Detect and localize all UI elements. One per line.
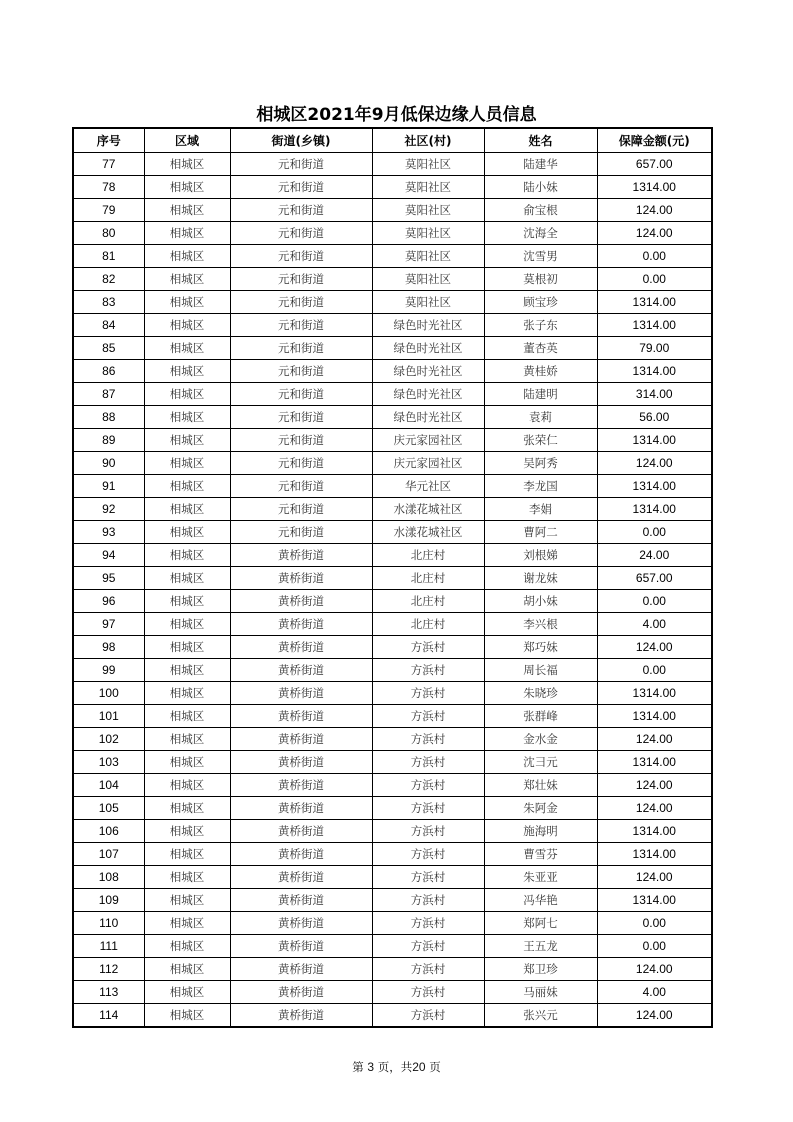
cell-street: 元和街道	[230, 153, 372, 176]
cell-community: 绿色时光社区	[372, 360, 484, 383]
cell-street: 元和街道	[230, 475, 372, 498]
cell-district: 相城区	[144, 360, 230, 383]
table-row	[73, 958, 712, 981]
table-row	[73, 360, 712, 383]
cell-district: 相城区	[144, 245, 230, 268]
table-row	[73, 268, 712, 291]
table-row	[73, 659, 712, 682]
cell-amount: 0.00	[597, 935, 712, 958]
column-header-amount: 保障金额(元)	[597, 128, 712, 153]
cell-amount: 4.00	[597, 981, 712, 1004]
cell-index: 105	[73, 797, 144, 820]
cell-amount: 0.00	[597, 521, 712, 544]
cell-name: 李龙国	[484, 475, 597, 498]
table-row	[73, 912, 712, 935]
column-header-index: 序号	[73, 128, 144, 153]
cell-district: 相城区	[144, 475, 230, 498]
cell-index: 99	[73, 659, 144, 682]
cell-district: 相城区	[144, 176, 230, 199]
table-row	[73, 820, 712, 843]
cell-index: 112	[73, 958, 144, 981]
cell-amount: 0.00	[597, 245, 712, 268]
cell-district: 相城区	[144, 291, 230, 314]
cell-name: 谢龙妹	[484, 567, 597, 590]
cell-amount: 1314.00	[597, 751, 712, 774]
cell-district: 相城区	[144, 337, 230, 360]
cell-name: 郑阿七	[484, 912, 597, 935]
table-row	[73, 452, 712, 475]
table-row	[73, 314, 712, 337]
table-header-row	[73, 128, 712, 153]
cell-amount: 79.00	[597, 337, 712, 360]
table-row	[73, 843, 712, 866]
cell-street: 黄桥街道	[230, 613, 372, 636]
cell-district: 相城区	[144, 452, 230, 475]
cell-amount: 124.00	[597, 797, 712, 820]
cell-community: 莫阳社区	[372, 268, 484, 291]
table-row	[73, 981, 712, 1004]
cell-community: 庆元家园社区	[372, 429, 484, 452]
table-row	[73, 866, 712, 889]
cell-name: 刘根娣	[484, 544, 597, 567]
cell-name: 金水金	[484, 728, 597, 751]
cell-street: 黄桥街道	[230, 843, 372, 866]
cell-index: 111	[73, 935, 144, 958]
table-row	[73, 889, 712, 912]
cell-name: 莫根初	[484, 268, 597, 291]
table-row	[73, 774, 712, 797]
cell-district: 相城区	[144, 682, 230, 705]
table-row	[73, 728, 712, 751]
table-row	[73, 613, 712, 636]
cell-district: 相城区	[144, 222, 230, 245]
cell-street: 黄桥街道	[230, 705, 372, 728]
cell-community: 莫阳社区	[372, 153, 484, 176]
cell-name: 顾宝珍	[484, 291, 597, 314]
total-pages-number: 20	[412, 1060, 426, 1074]
cell-name: 沈雪男	[484, 245, 597, 268]
cell-index: 103	[73, 751, 144, 774]
cell-community: 北庄村	[372, 544, 484, 567]
cell-name: 张群峰	[484, 705, 597, 728]
table-row	[73, 222, 712, 245]
cell-amount: 1314.00	[597, 475, 712, 498]
cell-amount: 124.00	[597, 728, 712, 751]
cell-street: 黄桥街道	[230, 820, 372, 843]
cell-index: 90	[73, 452, 144, 475]
table-row	[73, 705, 712, 728]
cell-amount: 1314.00	[597, 429, 712, 452]
cell-name: 曹阿二	[484, 521, 597, 544]
cell-community: 莫阳社区	[372, 176, 484, 199]
cell-community: 北庄村	[372, 590, 484, 613]
cell-name: 陆小妹	[484, 176, 597, 199]
cell-district: 相城区	[144, 199, 230, 222]
cell-amount: 124.00	[597, 199, 712, 222]
cell-street: 元和街道	[230, 429, 372, 452]
cell-amount: 124.00	[597, 958, 712, 981]
cell-name: 郑巧妹	[484, 636, 597, 659]
table-row	[73, 153, 712, 176]
cell-index: 100	[73, 682, 144, 705]
table-row	[73, 245, 712, 268]
document-title: 相城区2021年9月低保边缘人员信息	[256, 105, 537, 125]
cell-index: 87	[73, 383, 144, 406]
cell-index: 114	[73, 1004, 144, 1028]
cell-name: 朱阿金	[484, 797, 597, 820]
table-row	[73, 590, 712, 613]
cell-amount: 1314.00	[597, 314, 712, 337]
cell-street: 黄桥街道	[230, 774, 372, 797]
cell-amount: 124.00	[597, 636, 712, 659]
cell-street: 黄桥街道	[230, 912, 372, 935]
cell-index: 98	[73, 636, 144, 659]
cell-street: 元和街道	[230, 521, 372, 544]
cell-amount: 1314.00	[597, 682, 712, 705]
cell-amount: 657.00	[597, 567, 712, 590]
table-row	[73, 682, 712, 705]
footer-suffix: 页	[429, 1060, 441, 1074]
cell-district: 相城区	[144, 567, 230, 590]
cell-district: 相城区	[144, 153, 230, 176]
cell-amount: 1314.00	[597, 360, 712, 383]
cell-index: 96	[73, 590, 144, 613]
cell-amount: 1314.00	[597, 843, 712, 866]
cell-community: 方浜村	[372, 935, 484, 958]
cell-street: 元和街道	[230, 406, 372, 429]
cell-district: 相城区	[144, 383, 230, 406]
cell-index: 110	[73, 912, 144, 935]
cell-district: 相城区	[144, 705, 230, 728]
cell-index: 108	[73, 866, 144, 889]
cell-district: 相城区	[144, 544, 230, 567]
page-footer	[0, 1059, 793, 1075]
cell-amount: 0.00	[597, 912, 712, 935]
cell-street: 黄桥街道	[230, 1004, 372, 1028]
cell-amount: 0.00	[597, 590, 712, 613]
footer-middle: 页，共	[377, 1060, 413, 1074]
cell-community: 绿色时光社区	[372, 383, 484, 406]
cell-name: 袁莉	[484, 406, 597, 429]
table-row	[73, 636, 712, 659]
cell-index: 85	[73, 337, 144, 360]
cell-district: 相城区	[144, 314, 230, 337]
cell-name: 吴阿秀	[484, 452, 597, 475]
cell-street: 元和街道	[230, 245, 372, 268]
cell-community: 方浜村	[372, 797, 484, 820]
table-row	[73, 544, 712, 567]
cell-community: 莫阳社区	[372, 245, 484, 268]
cell-community: 方浜村	[372, 820, 484, 843]
table-row	[73, 567, 712, 590]
cell-amount: 1314.00	[597, 176, 712, 199]
table-row	[73, 291, 712, 314]
cell-street: 元和街道	[230, 268, 372, 291]
cell-district: 相城区	[144, 981, 230, 1004]
cell-street: 黄桥街道	[230, 590, 372, 613]
cell-index: 83	[73, 291, 144, 314]
cell-index: 107	[73, 843, 144, 866]
cell-community: 庆元家园社区	[372, 452, 484, 475]
cell-street: 元和街道	[230, 176, 372, 199]
cell-name: 黄桂娇	[484, 360, 597, 383]
cell-district: 相城区	[144, 889, 230, 912]
cell-index: 102	[73, 728, 144, 751]
cell-amount: 1314.00	[597, 498, 712, 521]
cell-name: 周长福	[484, 659, 597, 682]
cell-index: 113	[73, 981, 144, 1004]
cell-amount: 657.00	[597, 153, 712, 176]
cell-district: 相城区	[144, 935, 230, 958]
cell-amount: 124.00	[597, 866, 712, 889]
cell-index: 106	[73, 820, 144, 843]
cell-community: 方浜村	[372, 843, 484, 866]
cell-street: 黄桥街道	[230, 889, 372, 912]
cell-index: 93	[73, 521, 144, 544]
cell-district: 相城区	[144, 843, 230, 866]
cell-name: 沈海全	[484, 222, 597, 245]
cell-name: 张子东	[484, 314, 597, 337]
cell-street: 黄桥街道	[230, 981, 372, 1004]
cell-index: 94	[73, 544, 144, 567]
cell-district: 相城区	[144, 797, 230, 820]
cell-index: 82	[73, 268, 144, 291]
column-header-district: 区域	[144, 128, 230, 153]
cell-amount: 314.00	[597, 383, 712, 406]
cell-amount: 1314.00	[597, 889, 712, 912]
table-row	[73, 475, 712, 498]
cell-street: 元和街道	[230, 222, 372, 245]
cell-district: 相城区	[144, 728, 230, 751]
cell-name: 郑壮妹	[484, 774, 597, 797]
cell-street: 元和街道	[230, 291, 372, 314]
cell-street: 元和街道	[230, 360, 372, 383]
cell-district: 相城区	[144, 406, 230, 429]
cell-street: 元和街道	[230, 314, 372, 337]
cell-street: 元和街道	[230, 498, 372, 521]
table-body	[73, 153, 712, 1028]
cell-name: 陆建明	[484, 383, 597, 406]
table-row	[73, 797, 712, 820]
cell-street: 黄桥街道	[230, 682, 372, 705]
cell-street: 黄桥街道	[230, 866, 372, 889]
cell-amount: 124.00	[597, 222, 712, 245]
cell-amount: 0.00	[597, 268, 712, 291]
cell-district: 相城区	[144, 590, 230, 613]
cell-index: 95	[73, 567, 144, 590]
cell-community: 方浜村	[372, 1004, 484, 1028]
cell-name: 董杏英	[484, 337, 597, 360]
table-row	[73, 1004, 712, 1028]
cell-street: 元和街道	[230, 383, 372, 406]
cell-community: 方浜村	[372, 981, 484, 1004]
cell-name: 胡小妹	[484, 590, 597, 613]
cell-community: 方浜村	[372, 958, 484, 981]
cell-name: 李兴根	[484, 613, 597, 636]
cell-community: 北庄村	[372, 613, 484, 636]
cell-index: 92	[73, 498, 144, 521]
cell-name: 俞宝根	[484, 199, 597, 222]
cell-community: 莫阳社区	[372, 199, 484, 222]
cell-district: 相城区	[144, 636, 230, 659]
cell-name: 陆建华	[484, 153, 597, 176]
cell-community: 方浜村	[372, 912, 484, 935]
cell-amount: 1314.00	[597, 291, 712, 314]
cell-amount: 4.00	[597, 613, 712, 636]
cell-index: 104	[73, 774, 144, 797]
cell-community: 莫阳社区	[372, 291, 484, 314]
cell-name: 张兴元	[484, 1004, 597, 1028]
cell-street: 黄桥街道	[230, 567, 372, 590]
cell-street: 黄桥街道	[230, 958, 372, 981]
cell-community: 水漾花城社区	[372, 521, 484, 544]
cell-amount: 124.00	[597, 452, 712, 475]
cell-community: 绿色时光社区	[372, 406, 484, 429]
cell-district: 相城区	[144, 751, 230, 774]
cell-amount: 124.00	[597, 774, 712, 797]
table-row	[73, 176, 712, 199]
cell-community: 绿色时光社区	[372, 314, 484, 337]
cell-street: 黄桥街道	[230, 636, 372, 659]
cell-index: 80	[73, 222, 144, 245]
cell-index: 84	[73, 314, 144, 337]
cell-index: 97	[73, 613, 144, 636]
cell-district: 相城区	[144, 429, 230, 452]
cell-community: 方浜村	[372, 774, 484, 797]
column-header-street: 街道(乡镇)	[230, 128, 372, 153]
cell-community: 绿色时光社区	[372, 337, 484, 360]
cell-amount: 1314.00	[597, 705, 712, 728]
cell-community: 华元社区	[372, 475, 484, 498]
cell-district: 相城区	[144, 820, 230, 843]
cell-community: 方浜村	[372, 751, 484, 774]
cell-district: 相城区	[144, 866, 230, 889]
cell-amount: 124.00	[597, 1004, 712, 1028]
cell-index: 88	[73, 406, 144, 429]
cell-name: 曹雪芬	[484, 843, 597, 866]
cell-street: 黄桥街道	[230, 728, 372, 751]
table-row	[73, 337, 712, 360]
cell-community: 水漾花城社区	[372, 498, 484, 521]
cell-index: 77	[73, 153, 144, 176]
table-row	[73, 521, 712, 544]
cell-district: 相城区	[144, 521, 230, 544]
cell-community: 方浜村	[372, 728, 484, 751]
cell-community: 方浜村	[372, 705, 484, 728]
cell-name: 朱晓珍	[484, 682, 597, 705]
table-row	[73, 199, 712, 222]
cell-index: 109	[73, 889, 144, 912]
cell-street: 黄桥街道	[230, 659, 372, 682]
cell-name: 马丽妹	[484, 981, 597, 1004]
cell-name: 沈彐元	[484, 751, 597, 774]
cell-index: 89	[73, 429, 144, 452]
cell-district: 相城区	[144, 912, 230, 935]
cell-name: 李娟	[484, 498, 597, 521]
cell-index: 101	[73, 705, 144, 728]
footer-prefix: 第	[352, 1060, 364, 1074]
cell-amount: 0.00	[597, 659, 712, 682]
data-table	[72, 127, 713, 1028]
cell-community: 莫阳社区	[372, 222, 484, 245]
table-row	[73, 498, 712, 521]
cell-district: 相城区	[144, 613, 230, 636]
cell-index: 78	[73, 176, 144, 199]
cell-street: 元和街道	[230, 337, 372, 360]
cell-index: 81	[73, 245, 144, 268]
cell-amount: 56.00	[597, 406, 712, 429]
column-header-name: 姓名	[484, 128, 597, 153]
cell-name: 施海明	[484, 820, 597, 843]
cell-district: 相城区	[144, 498, 230, 521]
table-row	[73, 935, 712, 958]
cell-street: 黄桥街道	[230, 544, 372, 567]
column-header-community: 社区(村)	[372, 128, 484, 153]
cell-district: 相城区	[144, 774, 230, 797]
table-row	[73, 383, 712, 406]
cell-street: 黄桥街道	[230, 797, 372, 820]
cell-name: 冯华艳	[484, 889, 597, 912]
cell-name: 郑卫珍	[484, 958, 597, 981]
cell-index: 79	[73, 199, 144, 222]
cell-street: 黄桥街道	[230, 751, 372, 774]
cell-amount: 24.00	[597, 544, 712, 567]
cell-community: 方浜村	[372, 659, 484, 682]
cell-name: 朱亚亚	[484, 866, 597, 889]
cell-street: 黄桥街道	[230, 935, 372, 958]
cell-district: 相城区	[144, 958, 230, 981]
table-row	[73, 429, 712, 452]
cell-street: 元和街道	[230, 199, 372, 222]
cell-street: 元和街道	[230, 452, 372, 475]
cell-community: 方浜村	[372, 866, 484, 889]
cell-name: 张荣仁	[484, 429, 597, 452]
cell-index: 86	[73, 360, 144, 383]
cell-district: 相城区	[144, 268, 230, 291]
table-row	[73, 406, 712, 429]
cell-amount: 1314.00	[597, 820, 712, 843]
cell-community: 方浜村	[372, 682, 484, 705]
table-row	[73, 751, 712, 774]
current-page-number: 3	[367, 1060, 375, 1074]
cell-community: 北庄村	[372, 567, 484, 590]
cell-district: 相城区	[144, 659, 230, 682]
cell-community: 方浜村	[372, 636, 484, 659]
cell-name: 王五龙	[484, 935, 597, 958]
cell-community: 方浜村	[372, 889, 484, 912]
cell-district: 相城区	[144, 1004, 230, 1028]
cell-index: 91	[73, 475, 144, 498]
